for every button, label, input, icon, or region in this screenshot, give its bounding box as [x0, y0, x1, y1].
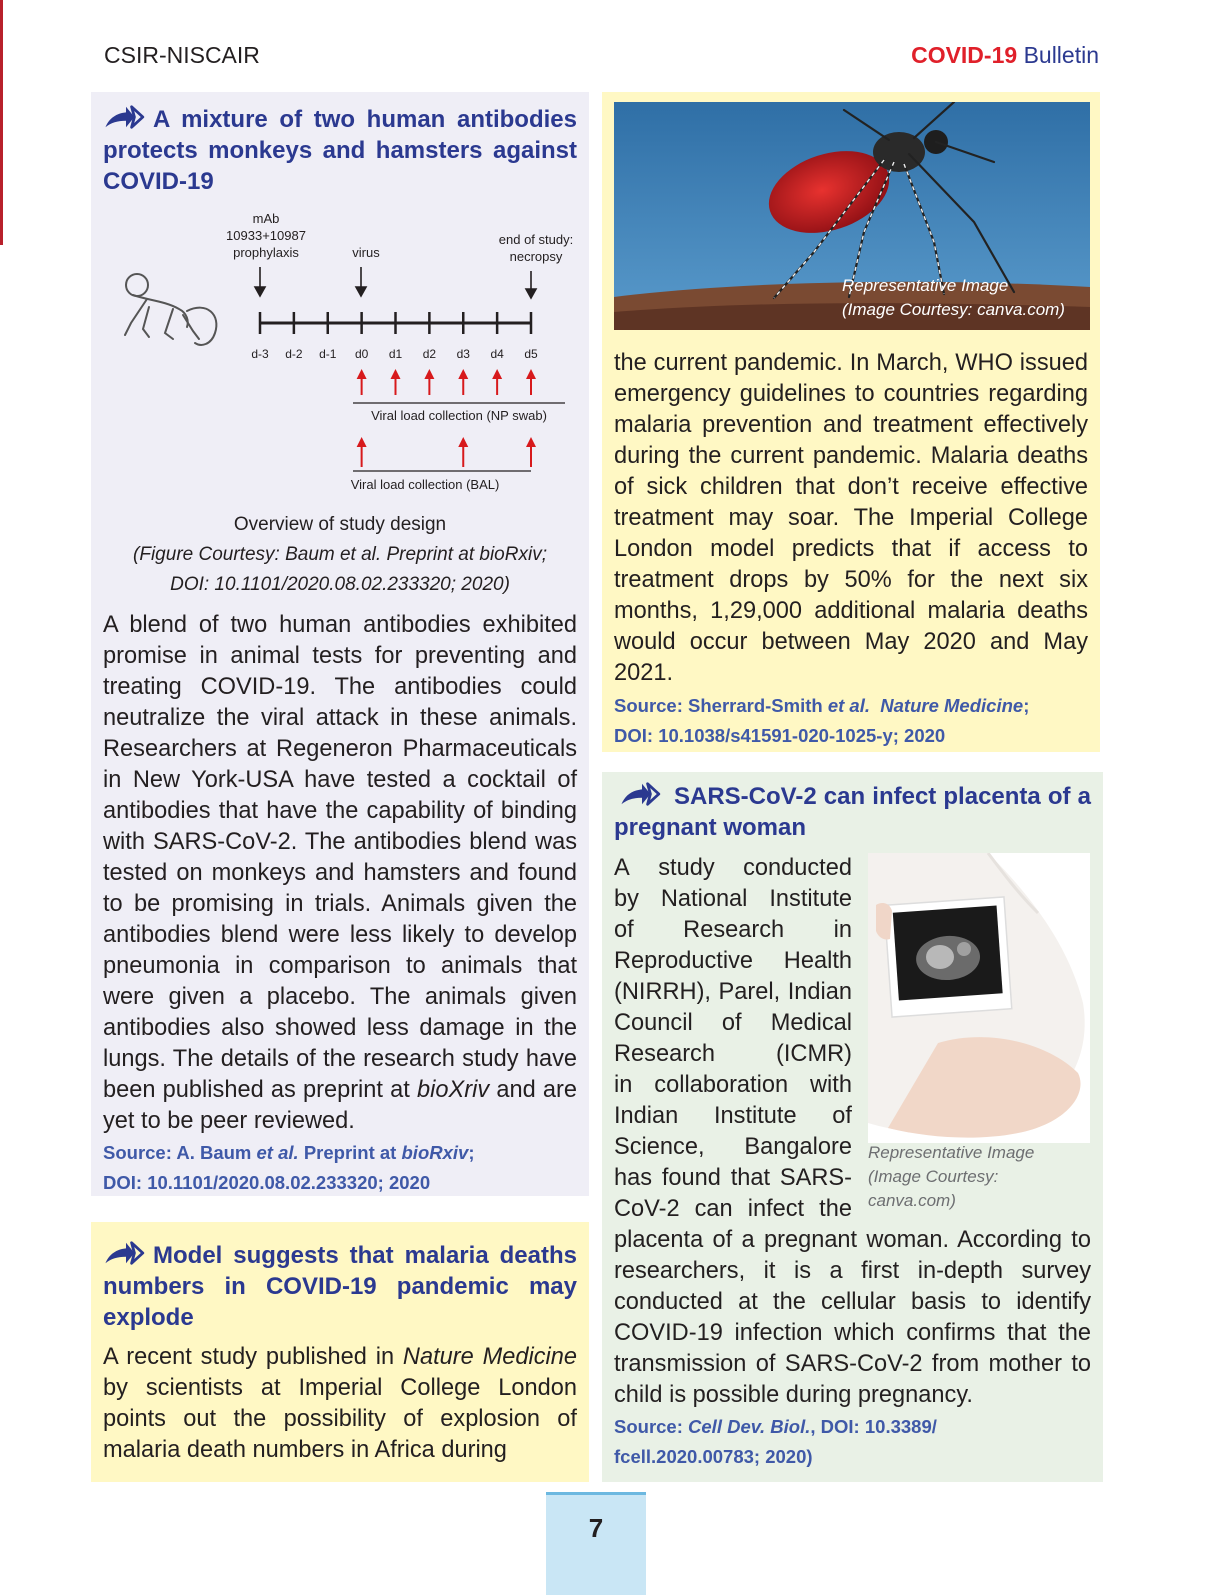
day-label: d4: [490, 347, 504, 361]
np-arrow-head: [492, 369, 502, 379]
source-doi: DOI: 10.1101/2020.08.02.233320; 2020: [103, 1172, 431, 1193]
article-body: placenta of a pregnant woman. According to researchers, it is a first in-depth survey conducted at the cellular basis to identify COVID-19 infection which confirms that the transmission of SARS-CoV-2 from mother to child is possible during pregnancy.: [614, 1227, 1091, 1408]
article-body: [103, 1342, 577, 1466]
np-arrow-head: [458, 369, 468, 379]
article-title: [614, 780, 1091, 843]
article-malaria-continued: [602, 92, 1100, 752]
wrapped-line: Science, Bangalore: [614, 1134, 852, 1160]
article-malaria: [91, 1222, 589, 1482]
source-mid: Preprint at: [298, 1142, 402, 1163]
necropsy-label: necropsy: [509, 249, 563, 264]
source-prefix: Source:: [614, 1416, 689, 1437]
article-body-wrapped: [614, 853, 852, 1225]
np-swab-label: Viral load collection (NP swab): [371, 408, 547, 423]
double-arrow-icon: [103, 1239, 149, 1267]
image-caption-line2: (Image Courtesy: canva.com): [868, 1167, 999, 1210]
body-italic: Nature Medicine: [402, 1344, 577, 1370]
double-arrow-icon: [103, 103, 149, 131]
bal-arrow-head: [357, 437, 367, 447]
mosquito-image: [614, 102, 1090, 330]
day-label: d2: [422, 347, 437, 361]
article-body: [103, 610, 577, 1137]
article-source: [103, 1138, 577, 1198]
bal-arrows: [357, 437, 536, 467]
study-design-figure: [103, 205, 577, 515]
wrapped-line: Indian Institute of: [614, 1103, 852, 1129]
wrapped-line: by National Institute: [614, 886, 852, 912]
np-arrow-head: [424, 369, 434, 379]
bal-arrow-head: [526, 437, 536, 447]
source-journal: Cell Dev. Biol.: [688, 1416, 811, 1437]
source-etal: et al.: [827, 695, 870, 716]
day-label: d-2: [285, 347, 303, 361]
bal-arrow-head: [458, 437, 468, 447]
day-label: d-3: [251, 347, 269, 361]
wrapped-line: of Research in: [614, 917, 852, 943]
wrapped-line: CoV-2 can infect the: [614, 1196, 852, 1222]
day-label: d3: [456, 347, 470, 361]
bulletin-title: [911, 42, 1099, 69]
article-title: [103, 103, 577, 197]
day-label: d0: [354, 347, 369, 361]
source-journal: Nature Medicine: [880, 695, 1024, 716]
mab-combo-label: 10933+10987: [226, 228, 306, 243]
publisher-name: CSIR-NISCAIR: [104, 42, 260, 68]
wrapped-line: in collaboration with: [614, 1072, 852, 1098]
down-arrows: [255, 267, 536, 298]
np-swab-arrows: [357, 369, 536, 395]
body-text: A blend of two human antibodies exhibited promise in animal tests for preventing and treating COVID-19. The antibodies could neutralize the viral attack in these animals. Researchers at Regeneron Pharmaceuticals in New York-USA have tested a cocktail of antibodies that have the capability of binding with SARS-CoV-2. The antibodies blend was tested on monkeys and hamsters and found to be promising in trials. Animals given the antibodies blend were less likely to develop pneumonia in comparison to animals that were given a placebo. The animals given antibodies also showed less damage in the lungs. The details of the research study have been published as preprint at: [103, 612, 577, 1103]
source-doi: fcell.2020.00783; 2020): [614, 1446, 813, 1467]
study-timeline: [251, 312, 538, 361]
wrapped-line: (NIRRH), Parel, Indian: [614, 979, 852, 1005]
source-prefix: Source: A. Baum: [103, 1142, 257, 1163]
wrapped-line: Reproductive Health: [614, 948, 852, 974]
wrapped-line: has found that SARS-: [614, 1165, 852, 1191]
virus-label: virus: [352, 245, 380, 260]
article-title-text: A mixture of two human antibodies protects monkeys and hamsters against COVID-19: [103, 106, 577, 195]
source-end: ;: [468, 1142, 475, 1163]
image-caption-line2: (Image Courtesy: canva.com): [842, 300, 1065, 319]
monkey-icon: [125, 274, 216, 345]
wrapped-line: Research (ICMR): [614, 1041, 852, 1067]
mab-label: mAb: [252, 211, 280, 226]
article-source: [614, 1412, 1091, 1472]
bal-label: Viral load collection (BAL): [350, 477, 500, 492]
article-source: [614, 691, 1088, 751]
article-title-text: Model suggests that malaria deaths numbers in COVID-19 pandemic may explode: [103, 1242, 577, 1331]
pregnancy-photo: [868, 853, 1090, 1143]
day-label: d5: [524, 347, 538, 361]
day-label: d-1: [319, 347, 337, 361]
article-title: [103, 1239, 577, 1333]
body-text-end: by scientists at Imperial College London points out the possibility of explosion of malaria death numbers in Africa during: [103, 1375, 577, 1463]
np-arrow-head: [526, 369, 536, 379]
caption-courtesy: (Figure Courtesy: Baum et al. Preprint at bioRxiv;: [133, 544, 547, 565]
np-arrow-head: [391, 369, 401, 379]
caption-doi: DOI: 10.1101/2020.08.02.233320; 2020): [170, 574, 510, 595]
bulletin-title-blue: Bulletin: [1023, 42, 1099, 68]
article-title-text: SARS-CoV-2 can infect placenta of a pregnant woman: [614, 783, 1091, 841]
source-journal: bioRxiv: [401, 1142, 469, 1163]
page-number: 7: [546, 1492, 646, 1595]
pregnancy-image: [868, 853, 1090, 1210]
wrapped-line: A study conducted: [614, 855, 852, 881]
source-doi: DOI: 10.1038/s41591-020-1025-y; 2020: [614, 725, 946, 746]
article-antibodies: [91, 92, 589, 1196]
np-arrow-head: [357, 369, 367, 379]
figure-caption: [103, 510, 577, 600]
caption-title: Overview of study design: [233, 514, 447, 535]
body-text-end: and are yet to be peer reviewed.: [103, 1077, 577, 1134]
source-etal: et al.: [256, 1142, 299, 1163]
image-caption-line1: Representative Image: [868, 1143, 1035, 1162]
body-italic: bioXriv: [417, 1077, 490, 1103]
bulletin-title-red: COVID-19: [911, 42, 1018, 68]
wrapped-line: Council of Medical: [614, 1010, 852, 1036]
prophylaxis-label: prophylaxis: [233, 245, 299, 260]
double-arrow-icon: [614, 780, 670, 808]
day-label: d1: [388, 347, 403, 361]
article-body-continued: the current pandemic. In March, WHO issued emergency guidelines to countries regarding malaria prevention and treatment effectively during the current pandemic. Malaria deaths of sick children that don’t receive effective treatment may soar. The Imperial College London model predicts that if access to treatment drops by 50% for the next six months, 1,29,000 additional malaria deaths would occur between May 2020 and May 2021.: [614, 350, 1088, 686]
body-text: A recent study published in: [103, 1344, 403, 1370]
page-edge-marker: [0, 0, 3, 245]
end-of-study-label: end of study:: [498, 232, 574, 247]
source-mid: , DOI: 10.3389/: [810, 1416, 937, 1437]
image-caption-line1: Representative Image: [842, 276, 1009, 295]
article-placenta: [602, 772, 1103, 1482]
source-prefix: Source: Sherrard-Smith: [614, 695, 828, 716]
source-end: ;: [1023, 695, 1030, 716]
